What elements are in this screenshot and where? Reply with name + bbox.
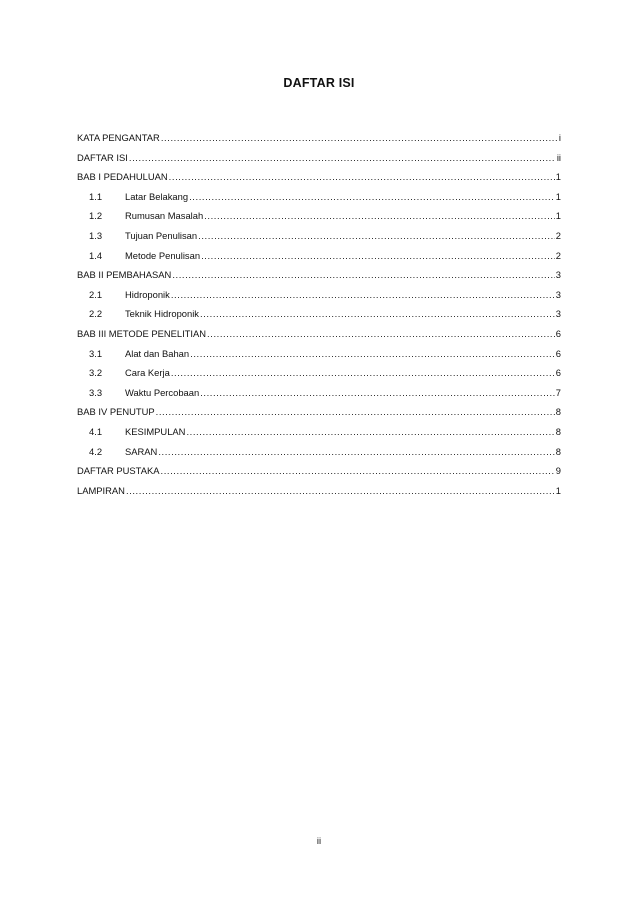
- toc-entry-number: 3.2: [89, 367, 103, 379]
- toc-entry-number: 1.1: [89, 190, 103, 202]
- toc-entry[interactable]: [77, 481, 561, 501]
- toc-dot-leader: [126, 481, 555, 501]
- toc-subentry[interactable]: [77, 226, 561, 246]
- toc-entry-label: LAMPIRAN: [77, 484, 125, 496]
- toc-dot-leader: [129, 148, 556, 168]
- toc-subentry[interactable]: [77, 422, 561, 442]
- toc-dot-leader: [200, 383, 555, 403]
- toc-entry-number: 1.3: [89, 229, 103, 241]
- toc-entry-label: DAFTAR PUSTAKA: [77, 465, 160, 477]
- toc-dot-leader: [160, 461, 554, 481]
- toc-dot-leader: [169, 167, 555, 187]
- toc-entry[interactable]: [77, 324, 561, 344]
- toc-entry-number: 4.2: [89, 445, 103, 457]
- toc-entry-page: 1: [555, 210, 561, 222]
- table-of-contents: [77, 128, 561, 500]
- toc-entry-page: 3: [555, 269, 561, 281]
- toc-entry-page: 1: [555, 484, 561, 496]
- toc-entry-number: 3.3: [89, 386, 103, 398]
- toc-subentry[interactable]: [77, 246, 561, 266]
- toc-entry-label: BAB II PEMBAHASAN: [77, 269, 172, 281]
- toc-entry-page: 7: [555, 386, 561, 398]
- toc-entry-label: Alat dan Bahan: [125, 347, 190, 359]
- toc-entry-label: Rumusan Masalah: [125, 210, 204, 222]
- toc-entry-page: 8: [555, 425, 561, 437]
- toc-dot-leader: [189, 187, 555, 207]
- toc-dot-leader: [198, 226, 555, 246]
- toc-dot-leader: [161, 128, 558, 148]
- toc-dot-leader: [156, 402, 555, 422]
- toc-entry[interactable]: [77, 402, 561, 422]
- toc-entry-page: 8: [555, 445, 561, 457]
- toc-entry-page: 3: [555, 288, 561, 300]
- toc-entry-page: 6: [555, 347, 561, 359]
- toc-dot-leader: [200, 304, 555, 324]
- toc-entry-page: i: [558, 132, 561, 143]
- toc-entry-label: BAB III METODE PENELITIAN: [77, 327, 207, 339]
- toc-entry-number: 3.1: [89, 347, 103, 359]
- toc-entry-number: 4.1: [89, 425, 103, 437]
- toc-entry-page: 3: [555, 308, 561, 320]
- toc-entry-page: 2: [555, 229, 561, 241]
- toc-dot-leader: [172, 265, 554, 285]
- toc-entry-page: 1: [555, 190, 561, 202]
- toc-entry-label: SARAN: [125, 445, 158, 457]
- toc-dot-leader: [186, 422, 554, 442]
- toc-subentry[interactable]: [77, 187, 561, 207]
- toc-entry[interactable]: [77, 148, 561, 168]
- toc-subentry[interactable]: [77, 344, 561, 364]
- toc-entry-label: KESIMPULAN: [125, 425, 186, 437]
- toc-entry-page: 1: [555, 171, 561, 183]
- toc-entry-label: DAFTAR ISI: [77, 151, 128, 163]
- toc-subentry[interactable]: [77, 363, 561, 383]
- toc-entry-label: Hidroponik: [125, 288, 170, 300]
- toc-entry-page: ii: [556, 151, 561, 163]
- toc-entry-number: 2.2: [89, 308, 103, 320]
- toc-entry-label: BAB IV PENUTUP: [77, 406, 155, 418]
- toc-subentry[interactable]: [77, 285, 561, 305]
- toc-entry[interactable]: [77, 265, 561, 285]
- toc-entry-label: Waktu Percobaan: [125, 386, 200, 398]
- toc-entry-page: 2: [555, 249, 561, 261]
- toc-dot-leader: [171, 363, 555, 383]
- toc-subentry[interactable]: [77, 206, 561, 226]
- toc-entry[interactable]: [77, 128, 561, 148]
- toc-entry-number: 1.2: [89, 210, 103, 222]
- toc-entry-number: 1.4: [89, 249, 103, 261]
- toc-entry-page: 6: [555, 327, 561, 339]
- toc-dot-leader: [204, 206, 555, 226]
- toc-entry-page: 6: [555, 367, 561, 379]
- toc-entry-page: 9: [555, 465, 561, 477]
- toc-entry-label: Latar Belakang: [125, 190, 189, 202]
- toc-subentry[interactable]: [77, 442, 561, 462]
- toc-entry-label: KATA PENGANTAR: [77, 132, 160, 143]
- toc-subentry[interactable]: [77, 304, 561, 324]
- toc-dot-leader: [207, 324, 555, 344]
- toc-entry-label: Teknik Hidroponik: [125, 308, 199, 320]
- page-title: DAFTAR ISI: [283, 76, 355, 90]
- toc-entry[interactable]: [77, 461, 561, 481]
- toc-entry-label: Tujuan Penulisan: [125, 229, 198, 241]
- toc-entry[interactable]: [77, 167, 561, 187]
- toc-entry-label: BAB I PEDAHULUAN: [77, 171, 168, 183]
- toc-dot-leader: [158, 442, 554, 462]
- toc-dot-leader: [201, 246, 555, 266]
- toc-entry-label: Cara Kerja: [125, 367, 170, 379]
- toc-subentry[interactable]: [77, 383, 561, 403]
- page-number: ii: [316, 835, 322, 846]
- toc-entry-page: 8: [555, 406, 561, 418]
- toc-entry-number: 2.1: [89, 288, 103, 300]
- toc-entry-label: Metode Penulisan: [125, 249, 201, 261]
- toc-dot-leader: [171, 285, 555, 305]
- toc-dot-leader: [190, 344, 555, 364]
